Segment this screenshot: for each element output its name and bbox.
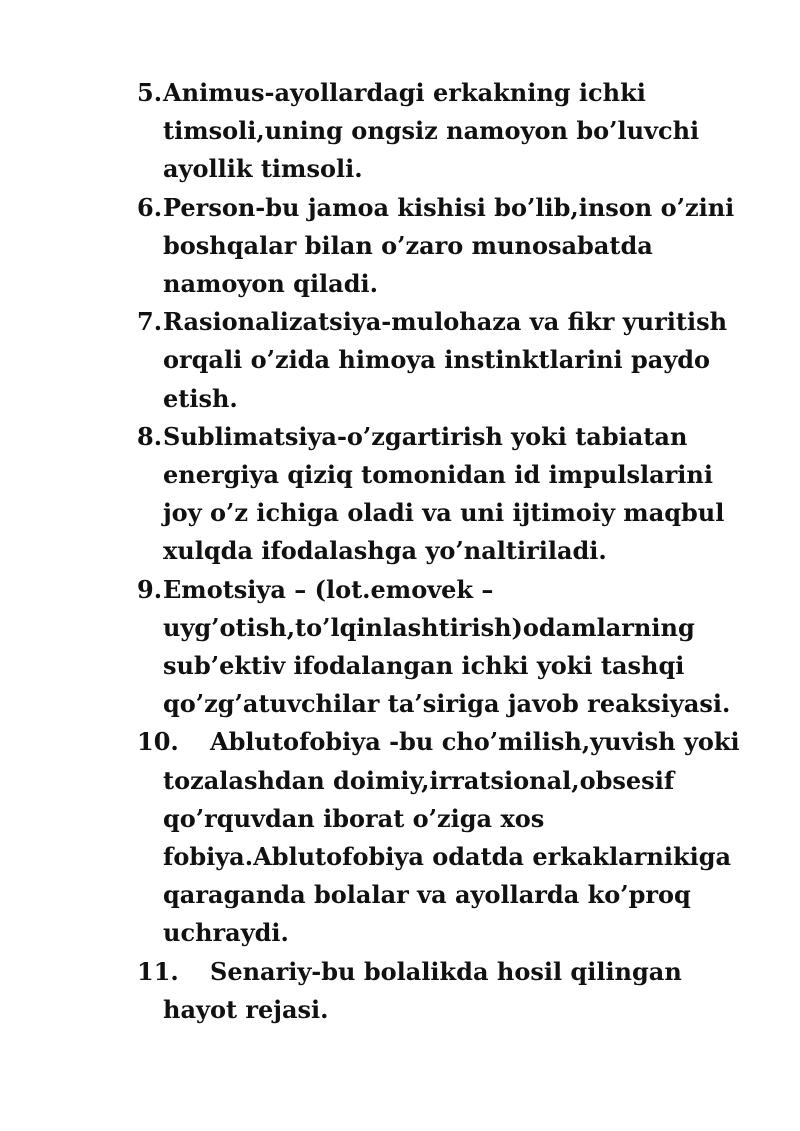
- item-text: Rasionalizatsiya-mulohaza va fikr yuritish orqali o’zida himoya instinktlarini paydo etish.: [163, 307, 728, 413]
- list-item: [137, 953, 757, 1029]
- list-item: [137, 418, 757, 571]
- item-text: Ablutofobiya -bu cho’milish,yuvish yoki tozalashdan doimiy,irratsional,obsesif qo’rquvdan iborat o’ziga xos fobiya.Ablutofobiya odatda erkaklarnikiga qaraganda bolalar va ayollarda ko’proq uchraydi.: [163, 727, 740, 948]
- item-number: 5.: [137, 78, 163, 107]
- list-item: [137, 74, 757, 189]
- definitions-list: [137, 74, 757, 1029]
- list-item: [137, 571, 757, 724]
- item-number: 10.: [137, 727, 179, 757]
- item-number: 11.: [137, 956, 179, 986]
- item-text: Senariy-bu bolalikda hosil qilingan hayot rejasi.: [163, 956, 682, 1024]
- list-item: [137, 303, 757, 418]
- item-number: 9.: [137, 574, 163, 604]
- item-text: Emotsiya – (lot.emovek – uyg’otish,to’lqinlashtirish)odamlarning sub’ektiv ifodalangan ichki yoki tashqi qo’zg’atuvchilar ta’siriga javob reaksiyasi.: [163, 574, 731, 719]
- item-number: 6.: [137, 192, 163, 222]
- item-text: Person-bu jamoa kishisi bo’lib,inson o’zini boshqalar bilan o’zaro munosabatda namoyon qiladi.: [163, 192, 735, 299]
- list-item: [137, 723, 757, 952]
- list-item: [137, 189, 757, 304]
- item-number: 8.: [137, 421, 163, 451]
- item-text: Animus-ayollardagi erkakning ichki timsoli,uning ongsiz namoyon bo’luvchi ayollik timsoli.: [163, 78, 700, 184]
- item-number: 7.: [137, 307, 163, 337]
- item-text: Sublimatsiya-o’zgartirish yoki tabiatan energiya qiziq tomonidan id impulslarini joy o’z ichiga oladi va uni ijtimoiy maqbul xulqda ifodalashga yo’naltiriladi.: [163, 421, 725, 566]
